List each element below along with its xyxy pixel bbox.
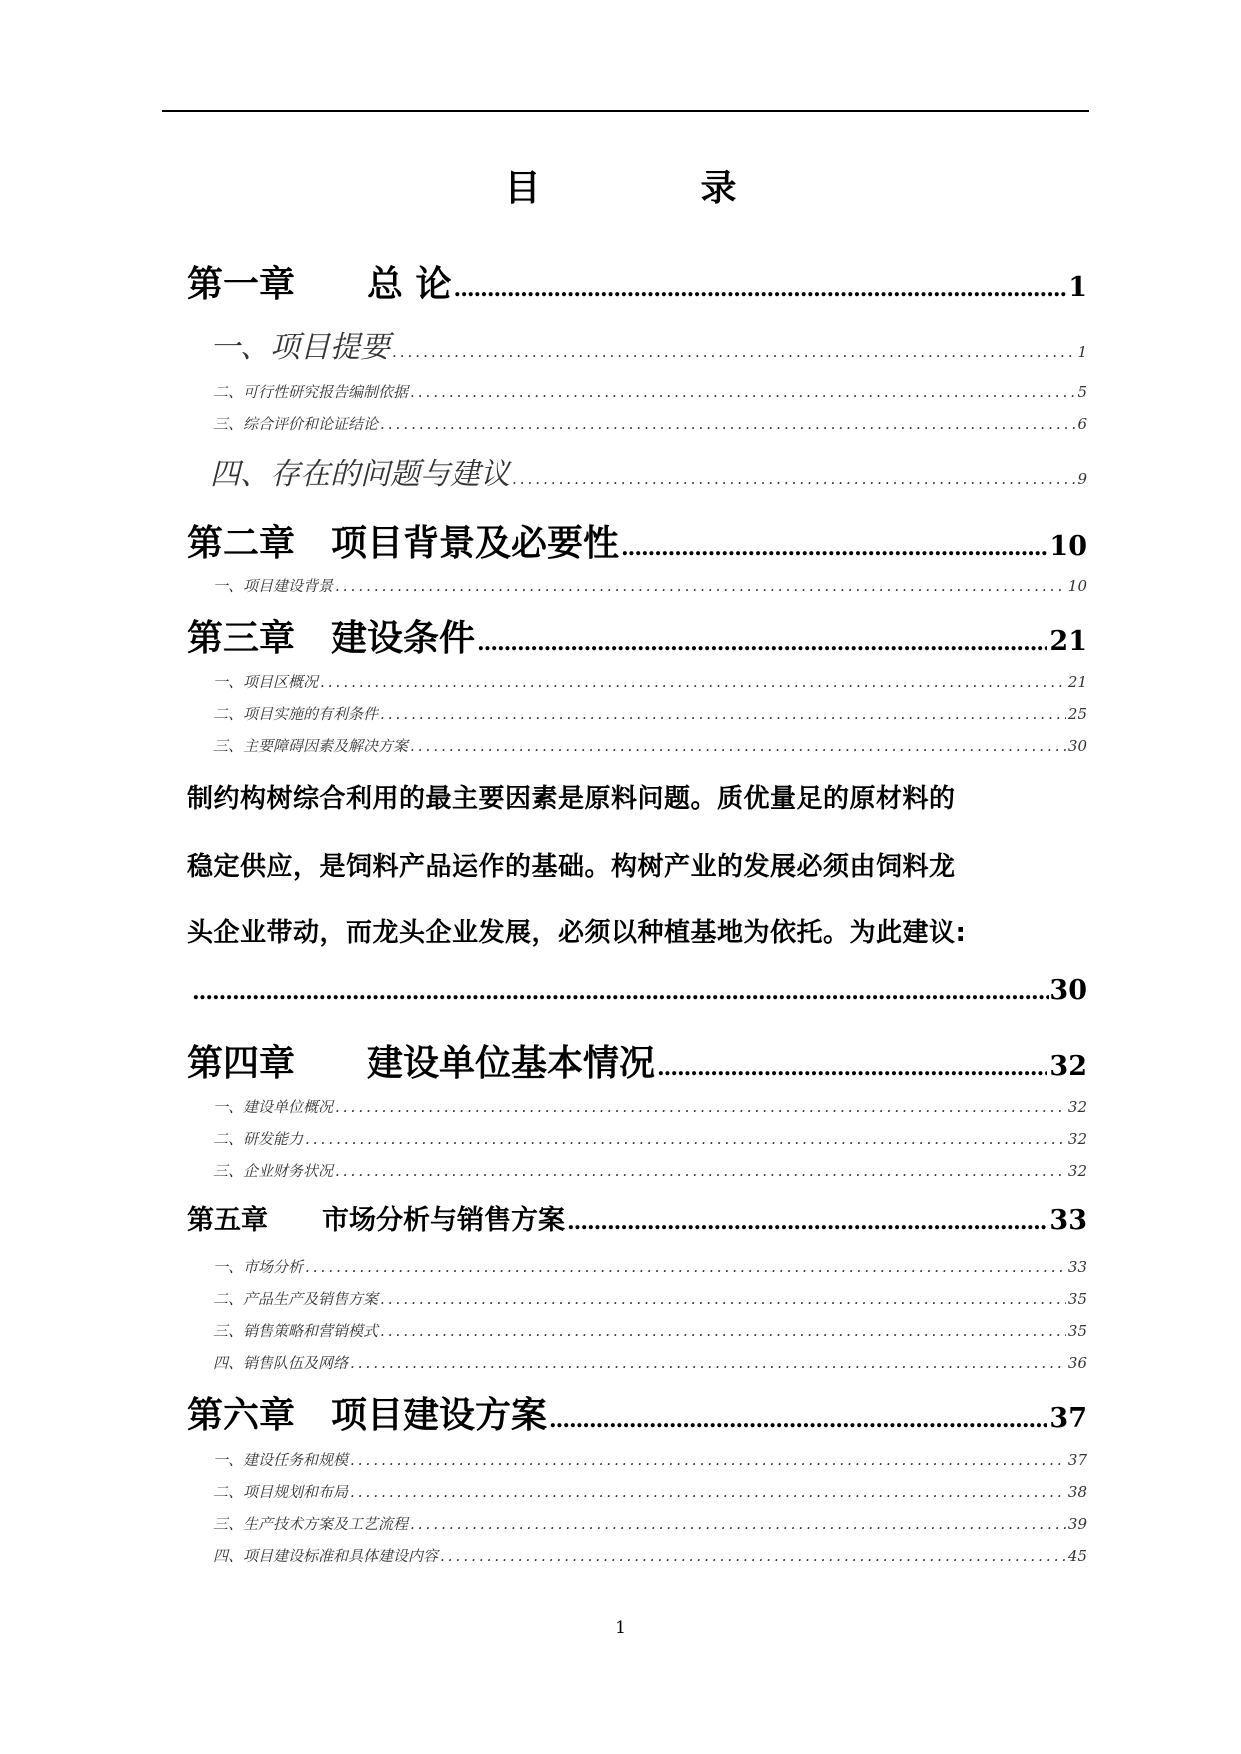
page-number: 39 [1067,1515,1087,1533]
leader-dots [380,1322,1066,1340]
toc-section[interactable] [213,671,1087,692]
chapter-label: 第三章 建设条件 [187,618,476,659]
leader-dots [350,1354,1066,1372]
page-number: 35 [1067,1290,1087,1308]
leader-dots [410,1515,1066,1533]
chapter-label: 第二章 项目背景及必要性 [187,523,620,564]
page-number: 10 [1049,531,1087,562]
page-number: 21 [1067,673,1087,691]
toc-section[interactable] [213,1128,1087,1149]
page-number: 21 [1049,626,1087,657]
chapter-label: 第四章 建设单位基本情况 [187,1043,656,1084]
toc-section[interactable] [213,1288,1087,1309]
toc-section[interactable] [213,1352,1087,1373]
page-number: 32 [1067,1130,1087,1148]
section-label: 四、存在的问题与建议 [210,457,510,492]
page-number: 9 [1077,470,1087,488]
section-label: 一、市场分析 [213,1258,304,1276]
leader-dots [192,979,1049,1005]
leader-dots [567,1209,1047,1235]
toc-title: 目 录 [504,168,799,209]
section-label: 一、项目建设背景 [213,577,334,595]
section-label: 一、建设单位概况 [213,1098,334,1116]
page-number: 25 [1067,705,1087,723]
toc-chapter-2[interactable] [187,515,1087,566]
section-label: 二、可行性研究报告编制依据 [213,383,409,401]
toc-section[interactable] [213,1481,1087,1502]
leader-dots [320,673,1066,691]
leader-dots [410,737,1066,755]
toc-section[interactable] [213,1449,1087,1470]
section-label: 三、主要障碍因素及解决方案 [213,737,409,755]
toc-paragraph-line-2: 稳定供应，是饲料产品运作的基础。构树产业的发展必须由饲料龙 [187,852,956,882]
toc-paragraph-line-3: 头企业带动，而龙头企业发展，必须以种植基地为依托。为此建议: [187,918,967,948]
toc-chapter-3[interactable] [187,610,1087,661]
page-number: 35 [1067,1322,1087,1340]
section-label: 四、项目建设标准和具体建设内容 [213,1547,439,1565]
toc-section[interactable] [213,575,1087,596]
page-number: 1 [1077,343,1087,361]
toc-section[interactable] [213,1513,1087,1534]
page-number: 33 [1049,1205,1087,1236]
section-label: 三、综合评价和论证结论 [213,415,379,433]
section-label: 二、产品生产及销售方案 [213,1290,379,1308]
leader-dots [477,630,1047,656]
leader-dots [335,577,1066,595]
leader-dots [335,1098,1066,1116]
section-label: 二、项目规划和布局 [213,1483,349,1501]
leader-dots [549,1407,1047,1433]
leader-dots [305,1130,1066,1148]
chapter-label: 第一章 总 论 [187,264,452,305]
toc-chapter-5[interactable] [187,1198,1087,1237]
page-number: 32 [1049,1051,1087,1082]
header-rule [162,110,1089,112]
toc-section[interactable] [213,735,1087,756]
section-label: 三、企业财务状况 [213,1162,334,1180]
leader-dots [410,383,1075,401]
page-number: 1 [1068,272,1087,303]
toc-section[interactable] [213,1096,1087,1117]
toc-section[interactable] [213,1256,1087,1277]
chapter-label: 第六章 项目建设方案 [187,1395,548,1436]
toc-chapter-6[interactable] [187,1387,1087,1438]
leader-dots [657,1055,1047,1081]
leader-dots [305,1258,1066,1276]
toc-section[interactable] [213,1160,1087,1181]
footer-page-number: 1 [615,1618,626,1638]
page-number: 36 [1067,1354,1087,1372]
page-number: 5 [1077,383,1087,401]
leader-dots [350,1483,1066,1501]
page-number: 10 [1067,577,1087,595]
leader-dots [380,415,1075,433]
leader-dots [512,470,1075,488]
page-number: 32 [1067,1098,1087,1116]
leader-dots [440,1547,1066,1565]
toc-section[interactable] [213,703,1087,724]
toc-section[interactable] [210,322,1087,366]
leader-dots [380,1290,1066,1308]
page-number: 45 [1067,1547,1087,1565]
toc-section[interactable] [213,413,1087,434]
page-number: 30 [1067,737,1087,755]
toc-section[interactable] [213,1545,1087,1566]
section-label: 二、项目实施的有利条件 [213,705,379,723]
leader-dots [335,1162,1066,1180]
leader-dots [380,705,1066,723]
toc-section[interactable] [213,381,1087,402]
page-number: 6 [1077,415,1087,433]
section-label: 三、生产技术方案及工艺流程 [213,1515,409,1533]
page-number: 33 [1067,1258,1087,1276]
page-number: 30 [1049,975,1087,1006]
section-label: 四、销售队伍及网络 [213,1354,349,1372]
section-label: 二、研发能力 [213,1130,304,1148]
page-number: 37 [1049,1403,1087,1434]
toc-paragraph-line-1: 制约构树综合利用的最主要因素是原料问题。质优量足的原材料的 [187,784,956,814]
section-label: 一、项目提要 [210,330,390,365]
section-label: 一、项目区概况 [213,673,319,691]
section-label: 一、建设任务和规模 [213,1451,349,1469]
toc-chapter-4[interactable] [187,1035,1087,1086]
leader-dots [350,1451,1066,1469]
leader-dots [392,343,1075,361]
leader-dots [454,276,1067,302]
page-number: 37 [1067,1451,1087,1469]
toc-section[interactable] [210,449,1087,493]
toc-paragraph-page[interactable] [192,975,1087,1006]
page-number: 32 [1067,1162,1087,1180]
toc-chapter-1[interactable] [187,256,1087,307]
toc-section[interactable] [213,1320,1087,1341]
page-number: 38 [1067,1483,1087,1501]
leader-dots [621,535,1047,561]
chapter-label: 第五章 市场分析与销售方案 [187,1205,565,1236]
section-label: 三、销售策略和营销模式 [213,1322,379,1340]
